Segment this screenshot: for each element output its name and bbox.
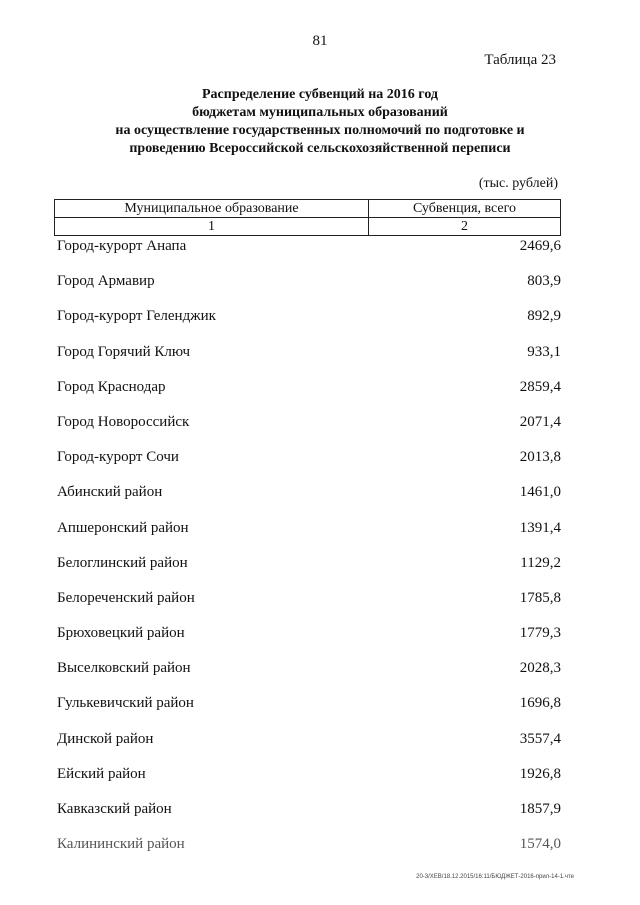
table-row	[57, 344, 561, 379]
subvention-value: 1129,2	[520, 554, 561, 571]
title-line: Распределение субвенций на 2016 год	[202, 87, 438, 102]
subvention-value: 1779,3	[519, 625, 561, 642]
subvention-value: 1926,8	[519, 765, 561, 782]
subvention-value: 1696,8	[519, 695, 561, 712]
subvention-value: 2859,4	[519, 378, 561, 395]
municipality-name: Динской район	[57, 730, 154, 747]
title-line: бюджетам муниципальных образований	[192, 105, 448, 120]
table-row	[57, 379, 561, 414]
table-row	[57, 308, 561, 343]
table-row	[57, 801, 561, 836]
municipality-name: Кавказский район	[57, 801, 172, 817]
municipality-name: Город Краснодар	[57, 378, 166, 395]
municipality-name: Город-курорт Сочи	[57, 449, 179, 466]
table-row	[57, 590, 561, 625]
subvention-value: 1461,0	[519, 484, 561, 501]
table-row	[57, 449, 561, 484]
header-municipality: Муниципальное образование	[55, 200, 369, 218]
header-subvention: Субвенция, всего	[369, 200, 561, 218]
municipality-name: Абинский район	[57, 484, 163, 501]
table-body	[57, 238, 561, 871]
subvention-value: 892,9	[527, 308, 561, 325]
title-line: на осуществление государственных полномочий по подготовке и	[115, 123, 525, 138]
subvention-value: 3557,4	[519, 730, 561, 747]
subvention-value: 1391,4	[519, 519, 561, 536]
table-title	[70, 86, 570, 158]
title-line: проведению Всероссийской сельскохозяйственной переписи	[129, 141, 511, 156]
municipality-name: Город Армавир	[57, 273, 155, 290]
municipality-name: Выселковский район	[57, 660, 191, 677]
municipality-name: Город Новороссийск	[57, 413, 190, 430]
page-number: 81	[312, 33, 328, 49]
municipality-name: Брюховецкий район	[57, 625, 185, 642]
table-row	[57, 836, 561, 871]
unit-label: (тыс. рублей)	[478, 176, 558, 191]
municipality-name: Гулькевичский район	[57, 695, 194, 712]
table-label: Таблица 23	[484, 52, 556, 68]
subvention-value: 803,9	[527, 273, 561, 290]
table-row	[57, 273, 561, 308]
municipality-name: Город Горячий Ключ	[57, 343, 191, 360]
municipality-name: Ейский район	[57, 765, 146, 782]
subvention-value: 933,1	[527, 343, 561, 360]
municipality-name: Апшеронский район	[57, 519, 189, 536]
subvention-value: 1574,0	[519, 836, 561, 853]
table-row	[57, 766, 561, 801]
municipality-name: Город-курорт Анапа	[57, 238, 187, 254]
table-header	[54, 199, 561, 236]
municipality-name: Белореченский район	[57, 589, 195, 606]
table-row	[57, 660, 561, 695]
table-row	[57, 414, 561, 449]
subvention-value: 1857,9	[519, 801, 561, 817]
subvention-value: 2071,4	[519, 413, 561, 430]
header-num-2: 2	[369, 218, 561, 236]
table-row	[57, 731, 561, 766]
municipality-name: Калининский район	[57, 836, 185, 853]
subvention-value: 1785,8	[519, 589, 561, 606]
document-footer: 20-3/ХЕВ/18.12.2015/16:11/БЮДЖЕТ-2016-прил-14-1.чте	[416, 874, 574, 880]
header-num-1: 1	[55, 218, 369, 236]
table-row	[57, 555, 561, 590]
table-row	[57, 238, 561, 273]
table-row	[57, 625, 561, 660]
table-row	[57, 484, 561, 519]
subvention-value: 2469,6	[519, 238, 561, 254]
subvention-value: 2013,8	[519, 449, 561, 466]
table-row	[57, 520, 561, 555]
municipality-name: Город-курорт Геленджик	[57, 308, 216, 325]
table-row	[57, 695, 561, 730]
subvention-value: 2028,3	[519, 660, 561, 677]
municipality-name: Белоглинский район	[57, 554, 188, 571]
